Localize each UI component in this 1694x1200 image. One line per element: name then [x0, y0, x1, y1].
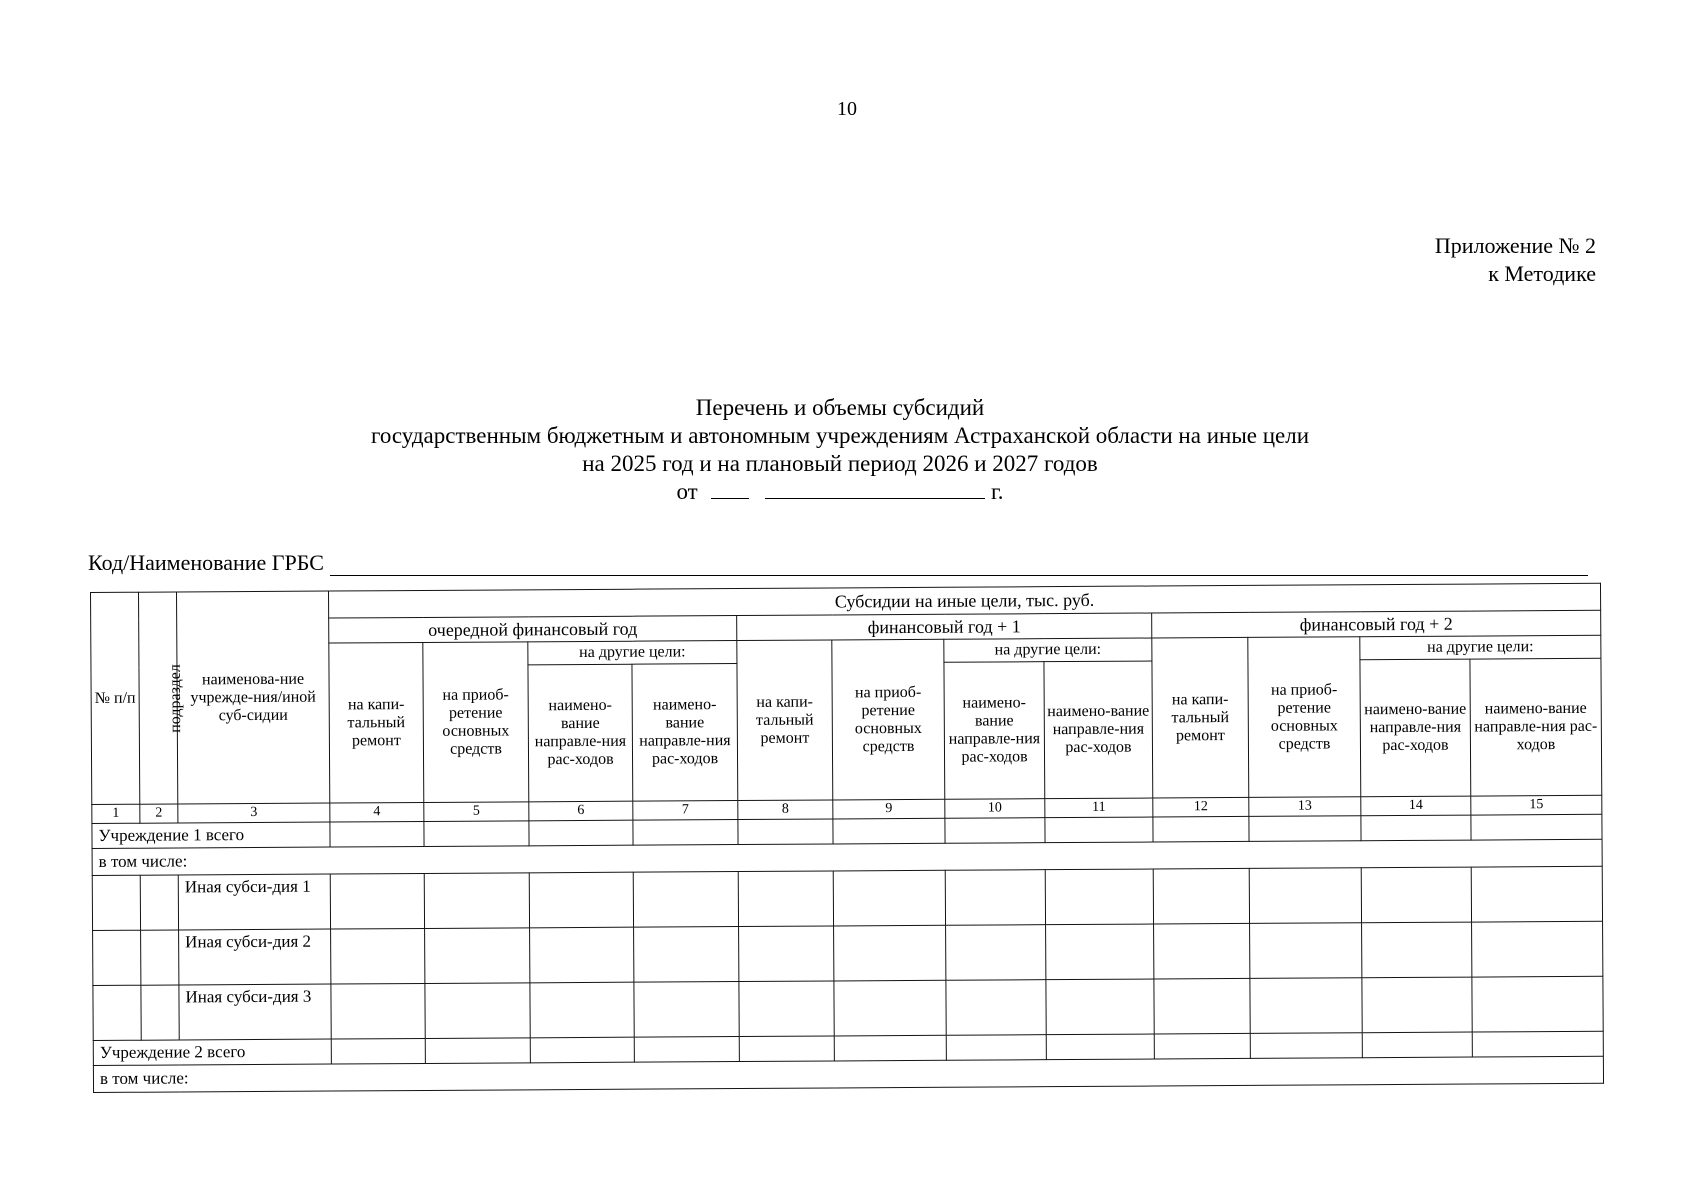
table-cell [739, 981, 834, 1037]
table-cell [529, 820, 633, 846]
table-cell [530, 982, 634, 1038]
column-number: 6 [529, 801, 633, 821]
table-cell [529, 872, 633, 928]
table-cell [945, 870, 1045, 926]
table-cell [834, 980, 946, 1036]
heading-date-line [180, 478, 1500, 506]
subsidy-table-wrapper [90, 583, 1603, 1093]
institution-2-label: Учреждение 2 всего [93, 1039, 331, 1065]
table-row [93, 976, 1603, 1040]
table-cell [1154, 978, 1250, 1034]
table-cell [1153, 868, 1249, 924]
institution-1-label: Учреждение 1 всего [92, 822, 330, 848]
subsidy-name: Иная субси-дия 2 [179, 929, 331, 985]
grbs-label: Код/Наименование ГРБС [88, 550, 324, 575]
table-cell [946, 925, 1046, 981]
table-cell [331, 928, 425, 984]
table-cell [1046, 1034, 1154, 1060]
col-header-name: наименова-ние учрежде-ния/иной суб-сидии [177, 591, 330, 804]
header-other-goals: на другие цели: [944, 638, 1152, 662]
col-header-assets: на приоб-ретение основных средств [423, 642, 529, 803]
header-period-plus1: финансовый год + 1 [737, 613, 1152, 641]
col-header-capital: на капи-тальный ремонт [1152, 637, 1249, 798]
appendix-note [1435, 232, 1596, 288]
table-cell [425, 983, 530, 1039]
subsidy-table [90, 583, 1604, 1093]
table-cell [1472, 921, 1603, 977]
table-cell [331, 1038, 425, 1064]
table-cell [1362, 922, 1472, 978]
table-cell [1362, 1032, 1472, 1058]
table-cell [1249, 816, 1361, 842]
table-cell [141, 930, 179, 985]
column-number: 14 [1361, 796, 1471, 816]
column-number: 1 [92, 804, 140, 823]
table-cell [1154, 923, 1250, 979]
table-cell [1471, 814, 1602, 840]
column-number: 7 [633, 801, 738, 821]
col-header-direction: наимено-вание направле-ния рас-ходов [1360, 659, 1471, 797]
table-cell [1153, 816, 1249, 842]
column-number: 4 [330, 802, 424, 822]
header-other-goals: на другие цели: [528, 641, 737, 665]
table-cell [1154, 1033, 1250, 1059]
column-number: 5 [424, 802, 529, 822]
table-cell [424, 821, 529, 847]
header-other-goals: на другие цели: [1360, 635, 1601, 659]
table-cell [1361, 815, 1471, 841]
table-cell [93, 985, 141, 1040]
table-cell [330, 821, 424, 847]
column-number: 3 [178, 803, 330, 823]
table-cell [330, 873, 424, 929]
col-header-direction: наимено-вание направле-ния рас-ходов [632, 664, 738, 802]
date-suffix: г. [990, 479, 1004, 504]
table-cell [92, 875, 140, 930]
table-cell [424, 873, 529, 929]
header-period-current: очередной финансовый год [329, 616, 737, 643]
column-number: 2 [140, 804, 178, 823]
col-header-assets: на приоб-ретение основных средств [1248, 637, 1361, 798]
table-cell [425, 928, 530, 984]
table-cell [1361, 867, 1471, 923]
column-number: 15 [1471, 795, 1602, 815]
grbs-blank [330, 557, 1588, 576]
heading-line-1: Перечень и объемы субсидий [695, 395, 985, 420]
table-cell [946, 1035, 1046, 1061]
table-cell [1045, 869, 1153, 925]
col-header-num: № п/п [91, 592, 140, 804]
date-month-blank [765, 478, 985, 499]
column-number: 13 [1249, 797, 1361, 817]
table-cell [1250, 978, 1362, 1034]
header-subsidies: Субсидии на иные цели, тыс. руб. [328, 583, 1600, 618]
table-cell [425, 1038, 530, 1064]
table-cell [1472, 1031, 1603, 1057]
heading-line-3: на 2025 год и на плановый период 2026 и 2027 годов [582, 451, 1098, 476]
subsidy-name: Иная субси-дия 3 [179, 984, 331, 1040]
table-cell [946, 980, 1046, 1036]
table-cell [1471, 866, 1602, 922]
table-cell [739, 1036, 834, 1062]
table-cell [1046, 979, 1154, 1035]
document-heading [180, 394, 1500, 506]
including-label: в том числе: [92, 839, 1602, 875]
table-cell [634, 1037, 739, 1063]
col-header-capital: на капи-тальный ремонт [329, 642, 424, 803]
header-period-plus2: финансовый год + 2 [1152, 610, 1601, 638]
column-number: 9 [833, 799, 945, 819]
column-number: 12 [1153, 797, 1249, 817]
table-cell [739, 926, 834, 982]
table-cell [834, 925, 946, 981]
table-cell [634, 982, 739, 1038]
page-number: 10 [837, 98, 857, 120]
column-number: 10 [945, 799, 1045, 819]
table-cell [140, 875, 178, 930]
table-cell [331, 983, 425, 1039]
table-cell [833, 870, 945, 926]
heading-line-2: государственным бюджетным и автономным учреждениям Астраханской области на иные цели [370, 423, 1310, 448]
table-cell [1472, 976, 1603, 1032]
table-cell [633, 820, 738, 846]
col-header-direction: наимено-вание направле-ния рас-ходов [528, 664, 633, 802]
table-cell [141, 985, 179, 1040]
table-cell [945, 818, 1045, 844]
table-cell [530, 927, 634, 983]
col-header-direction: наимено-вание направле-ния рас-ходов [1044, 661, 1153, 799]
table-cell [530, 1037, 634, 1063]
table-cell [1250, 923, 1362, 979]
grbs-line [88, 550, 1588, 576]
table-cell [1046, 924, 1154, 980]
table-cell [93, 930, 141, 985]
table-row [92, 866, 1602, 930]
table-cell [834, 1035, 946, 1061]
subsidy-name: Иная субси-дия 1 [178, 874, 330, 930]
table-cell [633, 872, 738, 928]
table-cell [1249, 868, 1361, 924]
col-header-subsection: подраздел [139, 592, 178, 804]
column-number: 8 [738, 800, 833, 820]
col-header-capital: на капи-тальный ремонт [737, 640, 833, 801]
date-prefix: от [676, 479, 698, 504]
date-day-blank [711, 478, 749, 499]
column-number: 11 [1045, 798, 1153, 818]
including-label: в том числе: [93, 1056, 1603, 1092]
table-cell [738, 871, 833, 927]
table-cell [738, 819, 833, 845]
col-header-assets: на приоб-ретение основных средств [832, 639, 945, 800]
col-header-direction: наимено-вание направле-ния рас-ходов [944, 662, 1045, 800]
table-cell [634, 927, 739, 983]
appendix-line-2: к Методике [1488, 261, 1596, 286]
appendix-line-1: Приложение № 2 [1434, 233, 1596, 258]
table-cell [833, 818, 945, 844]
table-cell [1250, 1033, 1362, 1059]
table-cell [1362, 977, 1472, 1033]
table-row [93, 921, 1603, 985]
table-cell [1045, 817, 1153, 843]
col-header-direction: наимено-вание направле-ния рас-ходов [1470, 658, 1602, 796]
